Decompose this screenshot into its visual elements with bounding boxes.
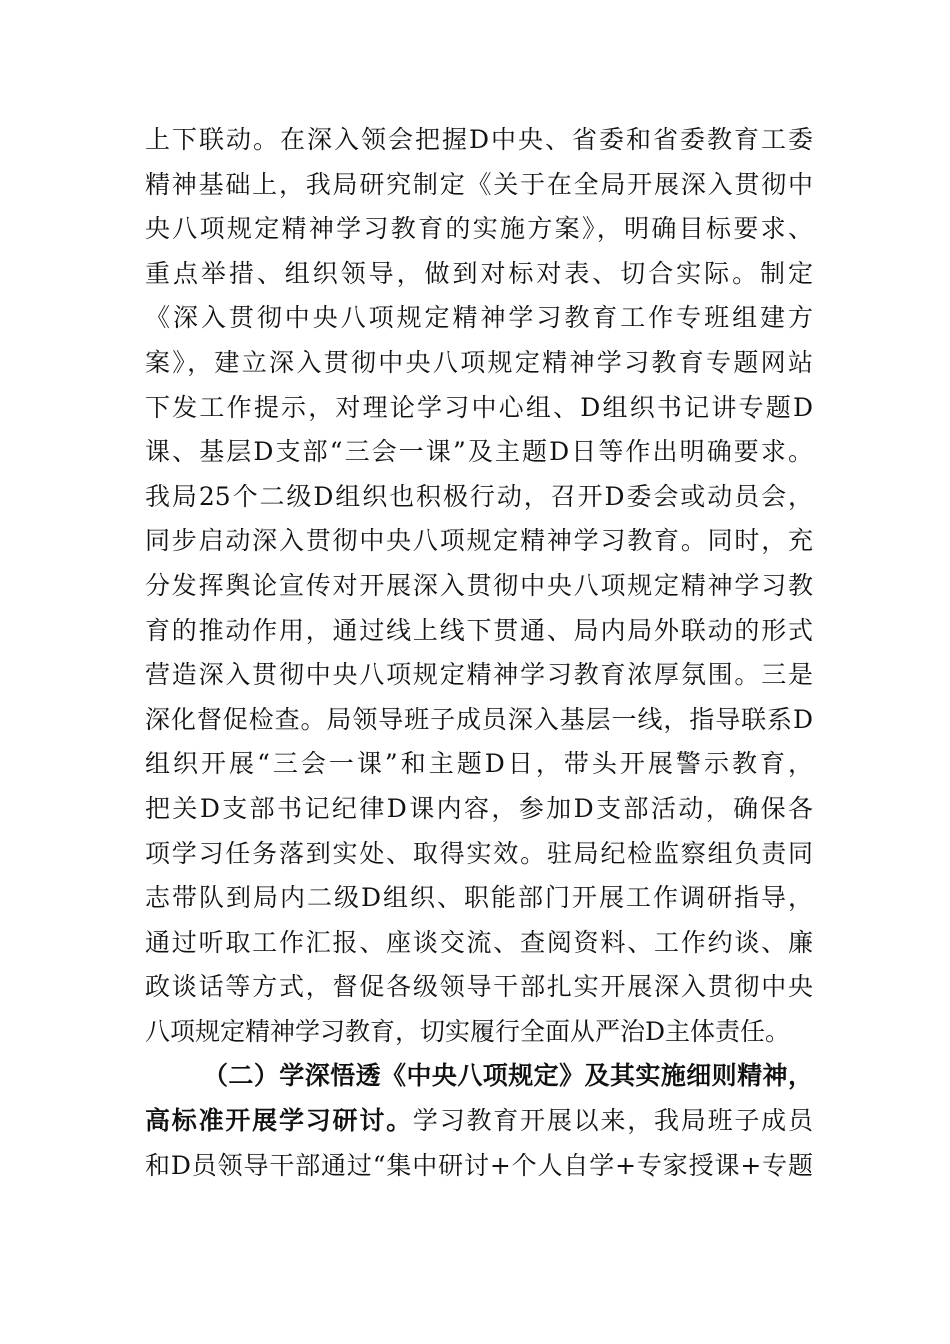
paragraph-line: 《深入贯彻中央八项规定精神学习教育工作专班组建方 xyxy=(145,303,813,333)
paragraph-line: 深化督促检查。局领导班子成员深入基层一线，指导联系D xyxy=(145,704,813,734)
paragraph-line: 重点举措、组织领导，做到对标对表、切合实际。制定 xyxy=(145,258,813,288)
paragraph-line: 八项规定精神学习教育，切实履行全面从严治D主体责任。 xyxy=(145,1016,791,1046)
paragraph-line: 志带队到局内二级D组织、职能部门开展工作调研指导， xyxy=(145,883,813,913)
paragraph-line: 育的推动作用，通过线上线下贯通、局内局外联动的形式 xyxy=(145,615,813,645)
paragraph-line: 分发挥舆论宣传对开展深入贯彻中央八项规定精神学习教 xyxy=(145,570,813,600)
paragraph-text: 学习教育开展以来，我局班子成员 xyxy=(412,1106,813,1136)
paragraph-line: 和D员领导干部通过“集中研讨+个人自学+专家授课+专题 xyxy=(145,1150,813,1180)
paragraph-line: 把关D支部书记纪律D课内容，参加D支部活动，确保各 xyxy=(145,793,813,823)
paragraph-line: 我局25个二级D组织也积极行动，召开D委会或动员会， xyxy=(145,481,813,511)
paragraph-line: 营造深入贯彻中央八项规定精神学习教育浓厚氛围。三是 xyxy=(145,660,813,690)
paragraph-line: 通过听取工作汇报、座谈交流、查阅资料、工作约谈、廉 xyxy=(145,927,813,957)
section-heading-tail: 高标准开展学习研讨。 xyxy=(145,1106,413,1136)
paragraph-line: 下发工作提示，对理论学习中心组、D组织书记讲专题D xyxy=(145,392,813,422)
paragraph-line: 央八项规定精神学习教育的实施方案》，明确目标要求、 xyxy=(145,214,813,244)
paragraph-line: 案》，建立深入贯彻中央八项规定精神学习教育专题网站 xyxy=(145,347,813,377)
paragraph-line: 上下联动。在深入领会把握D中央、省委和省委教育工委 xyxy=(145,125,813,154)
paragraph-line: 政谈话等方式，督促各级领导干部扎实开展深入贯彻中央 xyxy=(145,972,813,1002)
section-heading: （二）学深悟透《中央八项规定》及其实施细则精神， xyxy=(203,1061,813,1091)
paragraph-line: 精神基础上，我局研究制定《关于在全局开展深入贯彻中 xyxy=(145,169,813,199)
paragraph-line: 项学习任务落到实处、取得实效。驻局纪检监察组负责同 xyxy=(145,838,813,868)
paragraph-line: 组织开展“三会一课”和主题D日，带头开展警示教育， xyxy=(145,749,813,779)
document-body xyxy=(145,118,813,1188)
paragraph-line: 课、基层D支部“三会一课”及主题D日等作出明确要求。 xyxy=(145,437,813,467)
paragraph-line: 同步启动深入贯彻中央八项规定精神学习教育。同时，充 xyxy=(145,526,813,556)
section-heading-continued xyxy=(145,1099,813,1144)
